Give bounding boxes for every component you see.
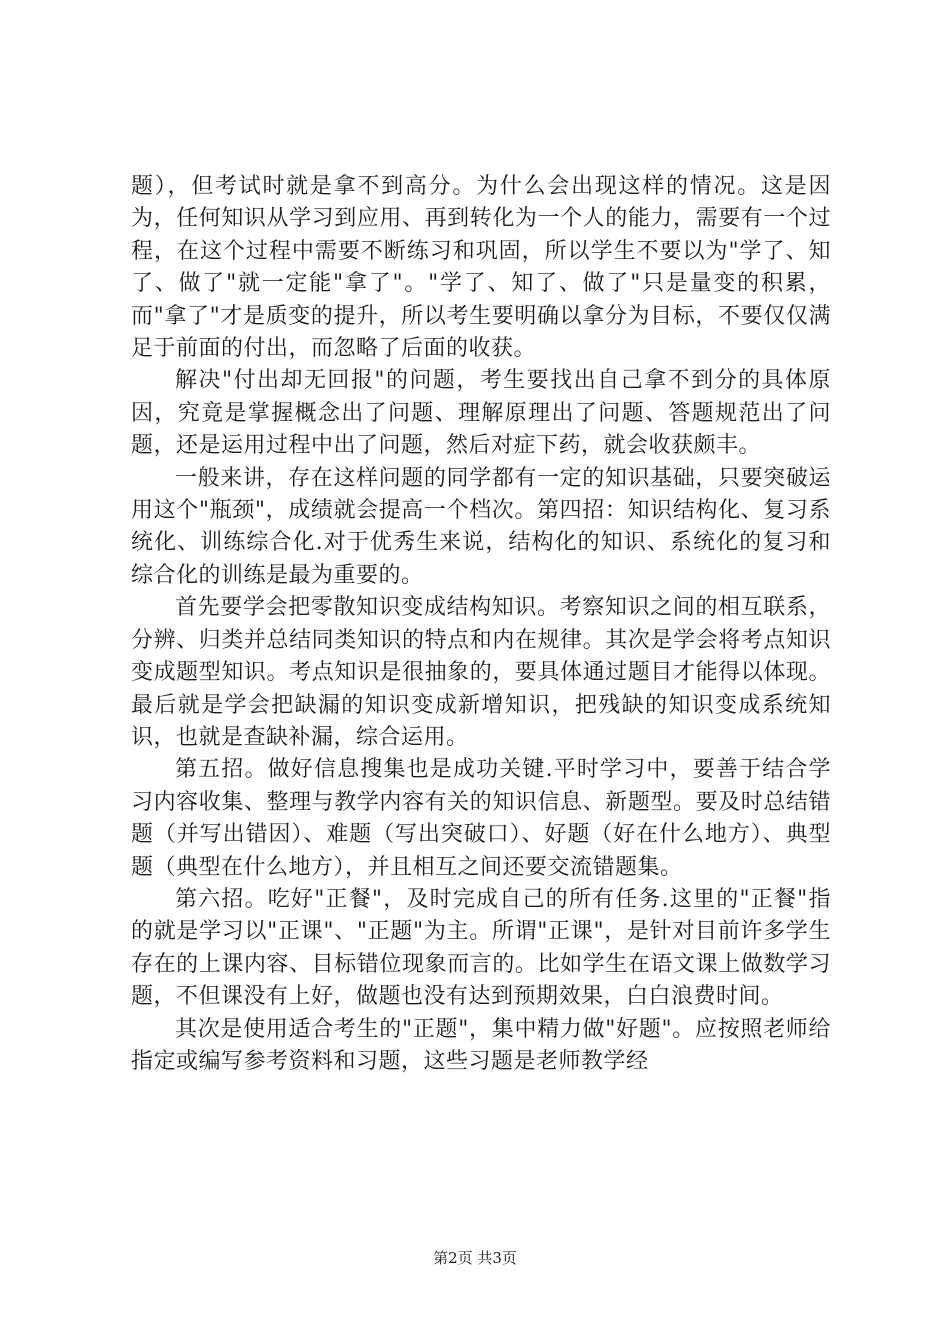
paragraph-1: 题），但考试时就是拿不到高分。为什么会出现这样的情况。这是因为，任何知识从学习到应用、再到转化为一个人的能力，需要有一个过程，在这个过程中需要不断练习和巩固，所以学生不要以为"学了、知了、做了"就一定能"拿了"。"学了、知了、做了"只是量变的积累，而"拿了"才是质变的提升，所以考生要明确以拿分为目标，不要仅仅满足于前面的付出，而忽略了后面的收获。	[131, 174, 831, 362]
document-body	[131, 171, 831, 1078]
page-number-footer: 第2页 共3页	[433, 1249, 517, 1267]
paragraph-3: 一般来讲，存在这样问题的同学都有一定的知识基础，只要突破运用这个"瓶颈"，成绩就会提高一个档次。第四招：知识结构化、复习系统化、训练综合化.对于优秀生来说，结构化的知识、系统化的复习和综合化的训练是最为重要的。	[131, 465, 831, 588]
paragraph-2: 解决"付出却无回报"的问题，考生要找出自己拿不到分的具体原因，究竟是掌握概念出了问题、理解原理出了问题、答题规范出了问题，还是运用过程中出了问题，然后对症下药，就会收获颇丰。	[131, 368, 831, 459]
paragraph-6: 第六招。吃好"正餐"，及时完成自己的所有任务.这里的"正餐"指的就是学习以"正课"、"正题"为主。所谓"正课"，是针对目前许多学生存在的上课内容、目标错位现象而言的。比如学生在语文课上做数学习题，不但课没有上好，做题也没有达到预期效果，白白浪费时间。	[131, 886, 831, 1010]
paragraph-5: 第五招。做好信息搜集也是成功关键.平时学习中，要善于结合学习内容收集、整理与教学内容有关的知识信息、新题型。要及时总结错题（并写出错因）、难题（写出突破口）、好题（好在什么地方）、典型题（典型在什么地方），并且相互之间还要交流错题集。	[131, 757, 831, 880]
paragraph-4: 首先要学会把零散知识变成结构知识。考察知识之间的相互联系，分辨、归类并总结同类知识的特点和内在规律。其次是学会将考点知识变成题型知识。考点知识是很抽象的，要具体通过题目才能得以体现。最后就是学会把缺漏的知识变成新增知识，把残缺的知识变成系统知识，也就是查缺补漏，综合运用。	[131, 595, 831, 750]
paragraph-7: 其次是使用适合考生的"正题"，集中精力做"好题"。应按照老师给指定或编写参考资料和习题，这些习题是老师教学经	[131, 1016, 831, 1074]
